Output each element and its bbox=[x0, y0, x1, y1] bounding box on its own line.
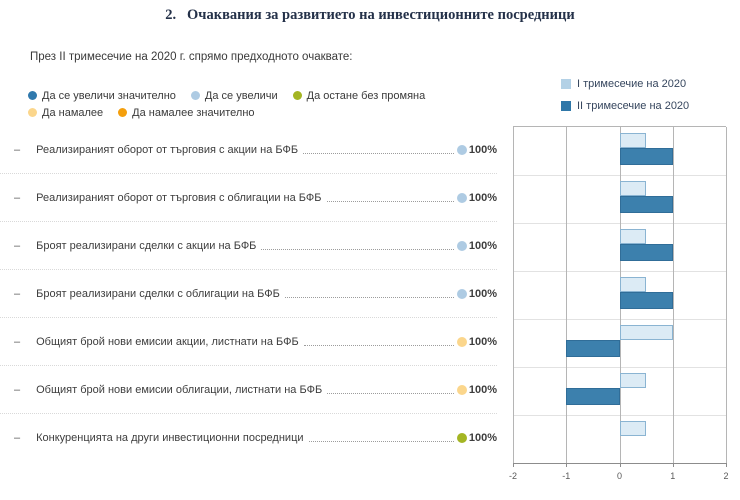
dash-icon: – bbox=[14, 143, 21, 156]
bar-quarter2 bbox=[620, 196, 673, 213]
bar-quarter1 bbox=[620, 325, 673, 340]
dash-icon: – bbox=[14, 432, 21, 444]
dash-icon: – bbox=[14, 383, 21, 396]
row-label: Броят реализирани сделки с облигации на БФБ bbox=[36, 287, 280, 300]
answer-legend-line bbox=[28, 87, 440, 104]
answer-dot-icon bbox=[457, 193, 467, 203]
axis-tick bbox=[726, 463, 727, 467]
answer-legend-label: Да намалее bbox=[42, 106, 104, 119]
row-label: Броят реализирани сделки с акции на БФБ bbox=[36, 239, 257, 252]
answer-dot-icon bbox=[457, 337, 467, 347]
answer-legend-item bbox=[191, 90, 278, 102]
bar-quarter2 bbox=[620, 244, 673, 261]
row-value: 100% bbox=[468, 287, 497, 300]
row-label: Реализираният оборот от търговия с акции на БФБ bbox=[36, 143, 299, 156]
list-item bbox=[0, 270, 497, 318]
dotted-leader bbox=[285, 290, 454, 298]
answer-legend-line bbox=[28, 104, 440, 121]
dash-icon: – bbox=[14, 335, 21, 348]
axis-tick bbox=[566, 463, 567, 467]
answer-dot-icon bbox=[457, 289, 467, 299]
page-title: 2. Очаквания за развитието на инвестиционните посредници bbox=[165, 7, 575, 23]
series-legend-label: II тримесечие на 2020 bbox=[577, 100, 690, 112]
bar-quarter2 bbox=[566, 340, 619, 357]
row-value: 100% bbox=[468, 191, 497, 204]
row-value: 100% bbox=[468, 239, 497, 252]
chart-row-band bbox=[513, 175, 726, 223]
bar-quarter1 bbox=[620, 229, 647, 244]
list-item bbox=[0, 174, 497, 222]
row-label: Реализираният оборот от търговия с облигации на БФБ bbox=[36, 191, 322, 204]
chart-row-band bbox=[513, 223, 726, 271]
list-item bbox=[0, 366, 497, 414]
answer-dot-icon bbox=[191, 91, 200, 100]
dotted-leader bbox=[261, 242, 453, 250]
bar-quarter1 bbox=[620, 373, 647, 388]
dash-icon: – bbox=[14, 239, 21, 252]
dotted-leader bbox=[304, 338, 454, 346]
row-value: 100% bbox=[468, 383, 497, 396]
dotted-leader bbox=[309, 434, 454, 442]
dotted-leader bbox=[303, 146, 454, 154]
axis-tick-label: 2 bbox=[723, 471, 729, 481]
axis-tick-label: 1 bbox=[670, 471, 676, 481]
answer-legend-item bbox=[28, 107, 103, 119]
answer-dot-icon bbox=[28, 108, 37, 117]
answer-dot-icon bbox=[457, 241, 467, 251]
bar-quarter1 bbox=[620, 421, 647, 436]
row-label: Конкуренцията на други инвестиционни посредници bbox=[36, 432, 304, 444]
bar-quarter1 bbox=[620, 277, 647, 292]
chart-row-band bbox=[513, 127, 726, 175]
chart-row-band bbox=[513, 271, 726, 319]
series-swatch-icon bbox=[561, 101, 571, 111]
list-item bbox=[0, 126, 497, 174]
axis-tick-label: -1 bbox=[562, 471, 571, 481]
answer-legend-label: Да намалее значително bbox=[132, 106, 255, 119]
question-list bbox=[0, 126, 497, 462]
answer-dot-icon bbox=[293, 91, 302, 100]
series-legend-label: I тримесечие на 2020 bbox=[577, 78, 687, 90]
dash-icon: – bbox=[14, 191, 21, 204]
series-legend-item bbox=[561, 100, 689, 112]
bar-quarter2 bbox=[566, 388, 619, 405]
list-item bbox=[0, 318, 497, 366]
answer-legend-label: Да се увеличи bbox=[204, 89, 278, 102]
chart-row-band bbox=[513, 415, 726, 463]
axis-tick bbox=[620, 463, 621, 467]
axis-tick bbox=[673, 463, 674, 467]
subtitle: През II тримесечие на 2020 г. спрямо предходното очаквате: bbox=[30, 51, 353, 63]
dash-icon: – bbox=[14, 287, 21, 300]
axis-tick-label: -2 bbox=[508, 471, 518, 481]
bar-quarter2 bbox=[620, 292, 673, 309]
axis-tick bbox=[513, 463, 514, 467]
bar-quarter2 bbox=[620, 148, 673, 165]
row-value: 100% bbox=[468, 143, 497, 156]
answer-dot-icon bbox=[457, 433, 467, 443]
series-legend-item bbox=[561, 78, 689, 90]
row-label: Общият брой нови емисии облигации, листнати на БФБ bbox=[36, 383, 323, 396]
answer-legend bbox=[28, 87, 440, 121]
list-item bbox=[0, 414, 497, 462]
dotted-leader bbox=[327, 194, 454, 202]
row-value: 100% bbox=[468, 335, 497, 348]
series-legend bbox=[561, 78, 689, 122]
answer-dot-icon bbox=[28, 91, 37, 100]
row-value: 100% bbox=[468, 432, 497, 444]
bar-quarter1 bbox=[620, 133, 647, 148]
answer-legend-item bbox=[28, 90, 176, 102]
answer-dot-icon bbox=[457, 385, 467, 395]
list-item bbox=[0, 222, 497, 270]
answer-dot-icon bbox=[457, 145, 467, 155]
chart-row-band bbox=[513, 367, 726, 415]
axis-tick-label: 0 bbox=[616, 471, 623, 481]
bar-chart bbox=[508, 126, 729, 481]
answer-legend-label: Да се увеличи значително bbox=[42, 89, 176, 102]
row-label: Общият брой нови емисии акции, листнати на БФБ bbox=[36, 335, 299, 348]
bar-quarter1 bbox=[620, 181, 647, 196]
answer-legend-item bbox=[293, 90, 426, 102]
answer-legend-item bbox=[118, 107, 254, 119]
chart-row-band bbox=[513, 319, 726, 367]
answer-legend-label: Да остане без промяна bbox=[306, 89, 426, 102]
gridline-vertical bbox=[726, 127, 727, 463]
answer-dot-icon bbox=[118, 108, 127, 117]
series-swatch-icon bbox=[561, 79, 571, 89]
dotted-leader bbox=[327, 386, 454, 394]
